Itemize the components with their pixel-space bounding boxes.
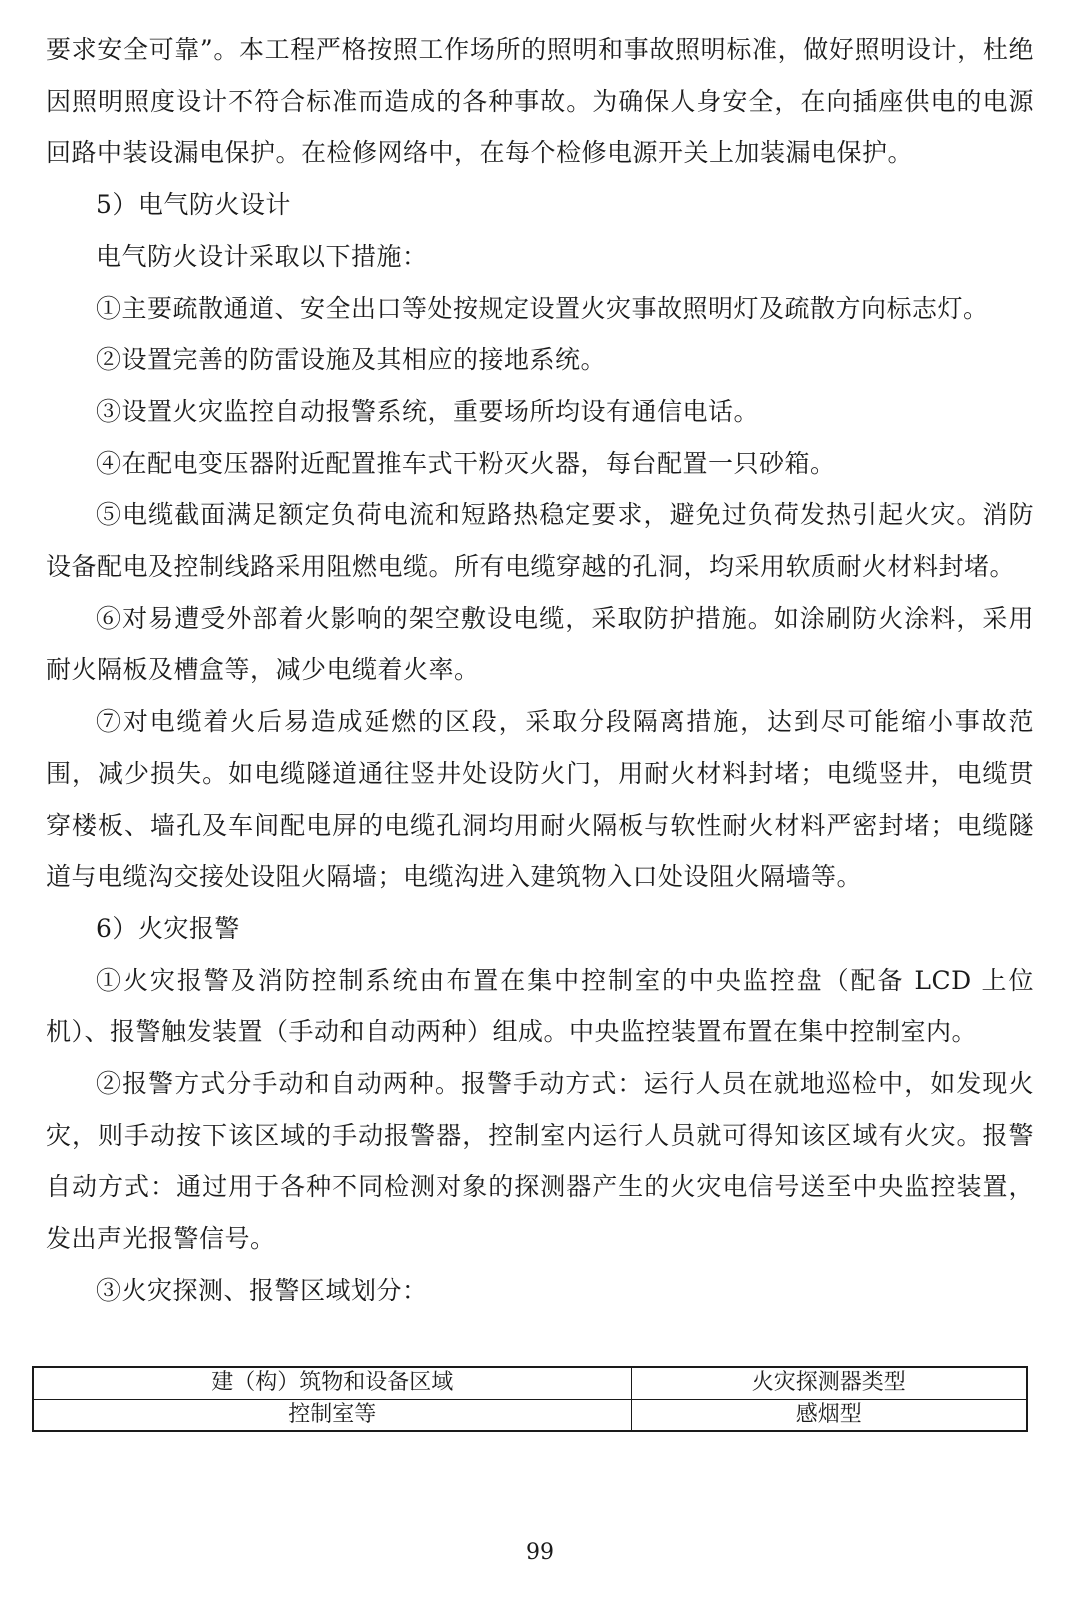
table-row (33, 1399, 1027, 1431)
section-heading-fire-alarm: 6）火灾报警 (96, 913, 240, 943)
table-cell: 感烟型 (631, 1399, 1027, 1431)
paragraph-measures-intro: 电气防火设计采取以下措施： (96, 241, 428, 271)
alarm-item-1: ①火灾报警及消防控制系统由布置在集中控制室的中央监控盘（配备 LCD 上位机）、报警触发装置（手动和自动两种）组成。中央监控装置布置在集中控制室内。 (46, 965, 1034, 1047)
list-item-2: ②设置完善的防雷设施及其相应的接地系统。 (96, 345, 607, 375)
alarm-item-2: ②报警方式分手动和自动两种。报警手动方式：运行人员在就地巡检中，如发现火灾，则手动按下该区域的手动报警器，控制室内运行人员就可得知该区域有火灾。报警自动方式：通过用于各种不同检测对象的探测器产生的火灾电信号送至中央监控装置，发出声光报警信号。 (46, 1069, 1034, 1254)
list-item-5: ⑤电缆截面满足额定负荷电流和短路热稳定要求，避免过负荷发热引起火灾。消防设备配电及控制线路采用阻燃电缆。所有电缆穿越的孔洞，均采用软质耐火材料封堵。 (46, 500, 1034, 582)
document-body (46, 24, 1034, 1317)
table-header-cell: 建（构）筑物和设备区域 (33, 1367, 631, 1399)
table-header-cell: 火灾探测器类型 (631, 1367, 1027, 1399)
detection-zone-table-wrapper (32, 1366, 1028, 1432)
table-cell: 控制室等 (33, 1399, 631, 1431)
list-item-1: ①主要疏散通道、安全出口等处按规定设置火灾事故照明灯及疏散方向标志灯。 (96, 293, 989, 323)
detection-zone-table (32, 1366, 1028, 1432)
list-item-4: ④在配电变压器附近配置推车式干粉灭火器，每台配置一只砂箱。 (96, 448, 836, 478)
alarm-item-3: ③火灾探测、报警区域划分： (96, 1275, 428, 1305)
paragraph-lighting-safety: 要求安全可靠”。本工程严格按照工作场所的照明和事故照明标准，做好照明设计，杜绝因照明照度设计不符合标准而造成的各种事故。为确保人身安全，在向插座供电的电源回路中装设漏电保护。在检修网络中，在每个检修电源开关上加装漏电保护。 (46, 35, 1034, 168)
page-number: 99 (526, 1540, 554, 1565)
list-item-3: ③设置火灾监控自动报警系统，重要场所均设有通信电话。 (96, 396, 760, 426)
list-item-6: ⑥对易遭受外部着火影响的架空敷设电缆，采取防护措施。如涂刷防火涂料，采用耐火隔板及槽盒等，减少电缆着火率。 (46, 603, 1034, 685)
table-header-row (33, 1367, 1027, 1399)
list-item-7: ⑦对电缆着火后易造成延燃的区段，采取分段隔离措施，达到尽可能缩小事故范围，减少损失。如电缆隧道通往竖井处设防火门，用耐火材料封堵；电缆竖井，电缆贯穿楼板、墙孔及车间配电屏的电缆孔洞均用耐火隔板与软性耐火材料严密封堵；电缆隧道与电缆沟交接处设阻火隔墙；电缆沟进入建筑物入口处设阻火隔墙等。 (46, 707, 1034, 892)
section-heading-fire-prevention: 5）电气防火设计 (96, 190, 291, 220)
